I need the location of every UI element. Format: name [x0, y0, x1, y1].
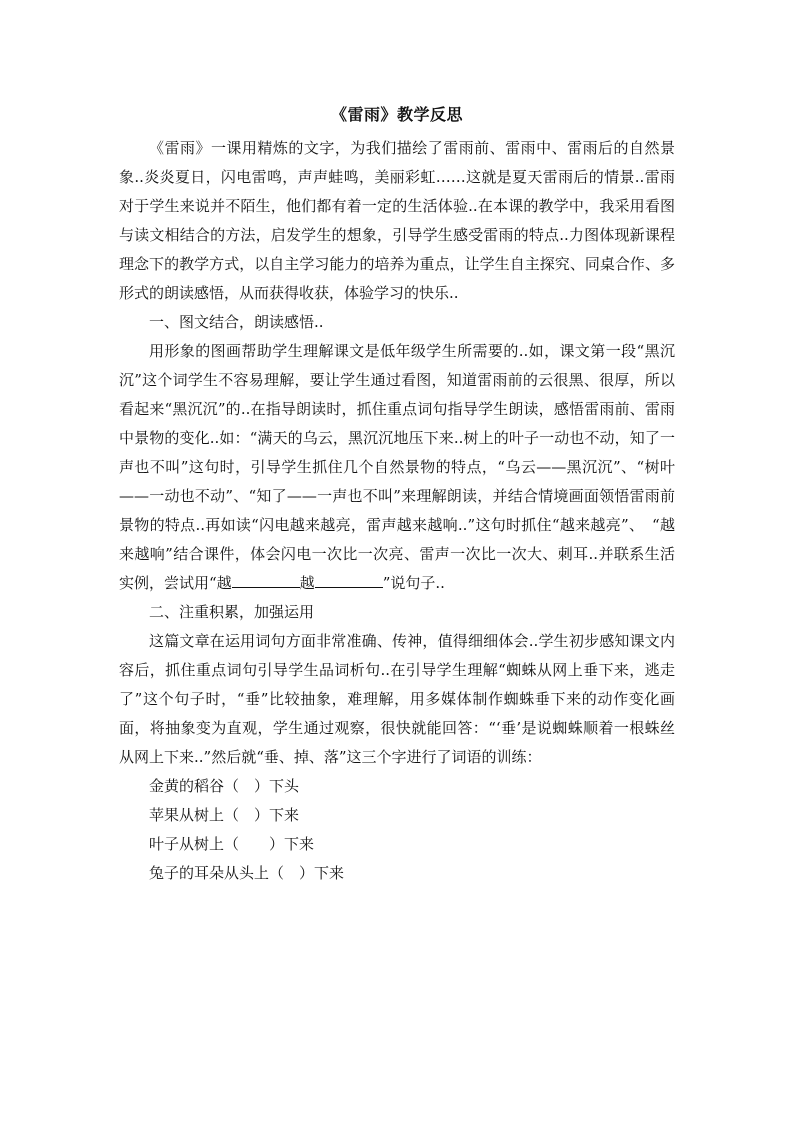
section-1-text: 用形象的图画帮助学生理解课文是低年级学生所需要的..如，课文第一段“黑沉沉”这个词学生不容易理解，要让学生通过看图，知道雷雨前的云很黑、很厚，所以看起来“黑沉沉”的..在指导朗读时，抓住重点词句指导学生朗读，感悟雷雨前、雷雨中景物的变化..如：“满天的乌云，黑沉沉地压下来..树上的叶子一动也不动，知了一声也不叫”这句时，引导学生抓住几个自然景物的特点，“乌云——黑沉沉”、“树叶——一动也不动”、“知了——一声也不叫”来理解朗读，并结合情境画面领悟雷雨前景物的特点..再如读“闪电越来越亮，雷声越来越响..”这句时抓住“越来越亮”、 “越来越响”结合课件，体会闪电一次比一次亮、雷声一次比一次大、刺耳..并联系生活实例，尝试用“越: [119, 342, 675, 592]
section-heading-1: 一、图文结合，朗读感悟..: [149, 313, 324, 331]
exercise-line: 金黄的稻谷（ ）下头: [149, 777, 300, 795]
exercise-line: 叶子从树上（ ）下来: [149, 835, 315, 853]
document-title: 《雷雨》教学反思: [330, 105, 463, 124]
section-1-text-end: ”说句子..: [382, 574, 445, 592]
exercise-line: 苹果从树上（ ）下来: [149, 806, 300, 824]
intro-paragraph: 《雷雨》一课用精炼的文字，为我们描绘了雷雨前、雷雨中、雷雨后的自然景象..炎炎夏日，闪电雷鸣，声声蛙鸣，美丽彩虹……这就是夏天雷雨后的情景..雷雨对于学生来说并不陌生，他们都有着一定的生活体验..在本课的教学中，我采用看图与读文相结合的方法，启发学生的想象，引导学生感受雷雨的特点..力图体现新课程理念下的教学方式，以自主学习能力的培养为重点，让学生自主探究、同桌合作、多形式的朗读感悟，从而获得收获，体验学习的快乐..: [119, 139, 675, 302]
section-heading-2: 二、注重积累，加强运用: [149, 603, 315, 621]
section-1-paragraph: [119, 337, 675, 598]
fill-in-blank: [232, 573, 300, 588]
document-page: [119, 98, 675, 888]
section-2-paragraph: 这篇文章在运用词句方面非常准确、传神，值得细细体会..学生初步感知课文内容后，抓住重点词句引导学生品词析句..在引导学生理解“蜘蛛从网上垂下来，逃走了”这个句子时，“垂”比较抽象，难理解，用多媒体制作蜘蛛垂下来的动作变化画面，将抽象变为直观，学生通过观察，很快就能回答：“‘垂’是说蜘蛛顺着一根蛛丝从网上下来..”然后就“垂、掉、落”这三个字进行了词语的训练：: [119, 632, 675, 766]
exercise-line: 兔子的耳朵从头上（ ）下来: [149, 864, 345, 882]
section-1-text-middle: 越: [299, 574, 315, 592]
fill-in-blank: [315, 573, 383, 588]
